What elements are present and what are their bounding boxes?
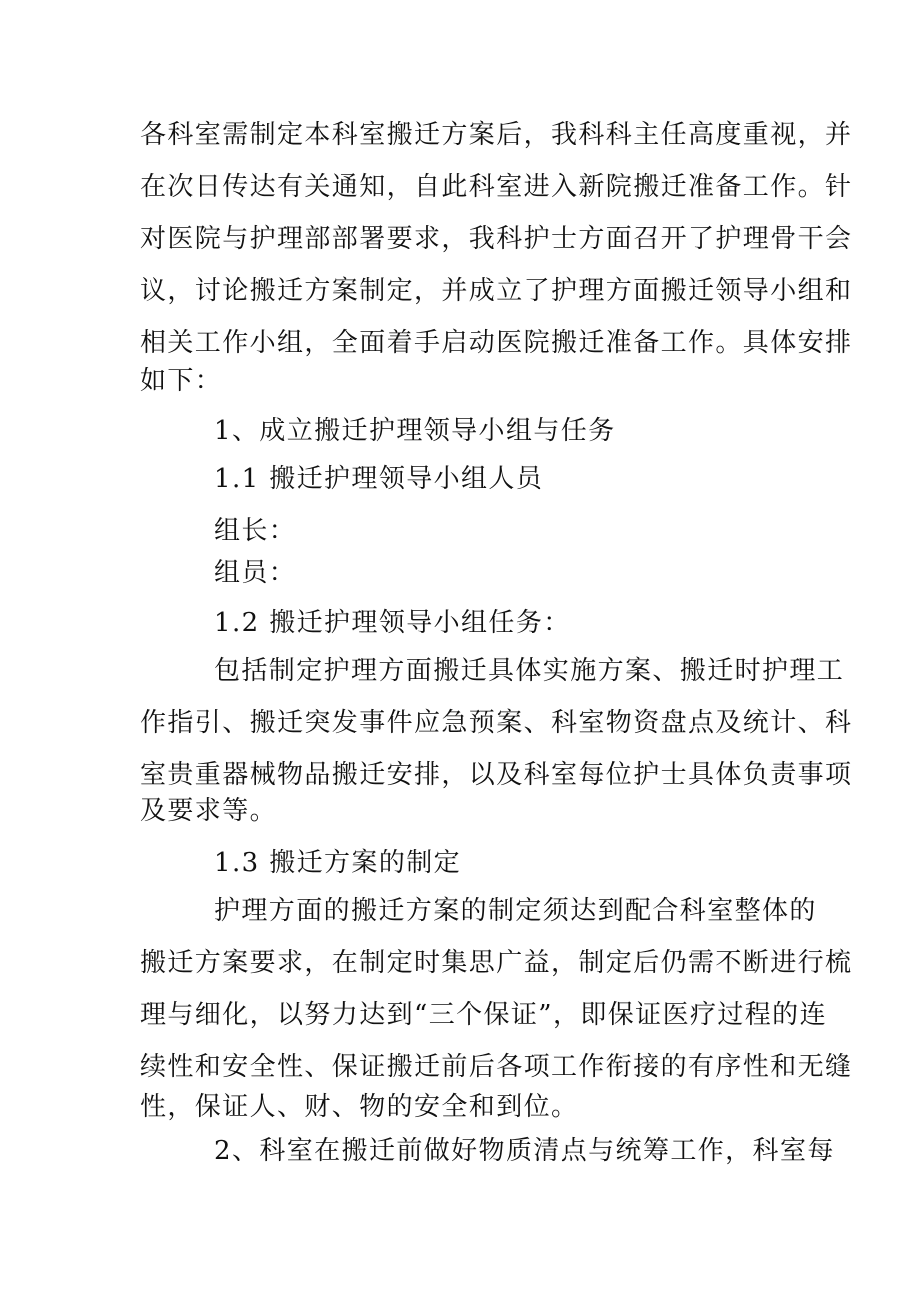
paragraph-line: 搬迁方案要求，在制定时集思广益，制定后仍需不断进行梳 bbox=[140, 948, 853, 978]
paragraph-line: 作指引、搬迁突发事件应急预案、科室物资盘点及统计、科 bbox=[140, 708, 853, 738]
paragraph-line: 包括制定护理方面搬迁具体实施方案、搬迁时护理工 bbox=[214, 656, 845, 686]
group-member-label: 组员： bbox=[214, 558, 297, 588]
paragraph-line: 室贵重器械物品搬迁安排，以及科室每位护士具体负责事项 bbox=[140, 760, 853, 790]
subsection-heading: 1.3 搬迁方案的制定 bbox=[214, 848, 462, 878]
section-heading: 2、科室在搬迁前做好物质清点与统筹工作，科室每 bbox=[214, 1136, 835, 1166]
section-heading: 1、成立搬迁护理领导小组与任务 bbox=[214, 416, 616, 446]
paragraph-line: 在次日传达有关通知，自此科室进入新院搬迁准备工作。针 bbox=[140, 172, 853, 202]
paragraph-line: 理与细化，以努力达到“三个保证”，即保证医疗过程的连 bbox=[140, 1000, 827, 1030]
paragraph-line: 议，讨论搬迁方案制定，并成立了护理方面搬迁领导小组和 bbox=[140, 276, 853, 306]
subsection-heading: 1.2 搬迁护理领导小组任务： bbox=[214, 608, 571, 638]
paragraph-line: 各科室需制定本科室搬迁方案后，我科科主任高度重视，并 bbox=[140, 120, 853, 150]
paragraph-line: 及要求等。 bbox=[140, 796, 278, 826]
subsection-heading: 1.1 搬迁护理领导小组人员 bbox=[214, 464, 544, 494]
paragraph-line: 续性和安全性、保证搬迁前后各项工作衔接的有序性和无缝 bbox=[140, 1052, 853, 1082]
group-leader-label: 组长： bbox=[214, 516, 297, 546]
paragraph-line: 相关工作小组，全面着手启动医院搬迁准备工作。具体安排 bbox=[140, 328, 853, 358]
paragraph-line: 如下： bbox=[140, 366, 223, 396]
paragraph-line: 护理方面的搬迁方案的制定须达到配合科室整体的 bbox=[214, 896, 817, 926]
paragraph-line: 对医院与护理部部署要求，我科护士方面召开了护理骨干会 bbox=[140, 224, 853, 254]
paragraph-line: 性，保证人、财、物的安全和到位。 bbox=[140, 1092, 579, 1122]
